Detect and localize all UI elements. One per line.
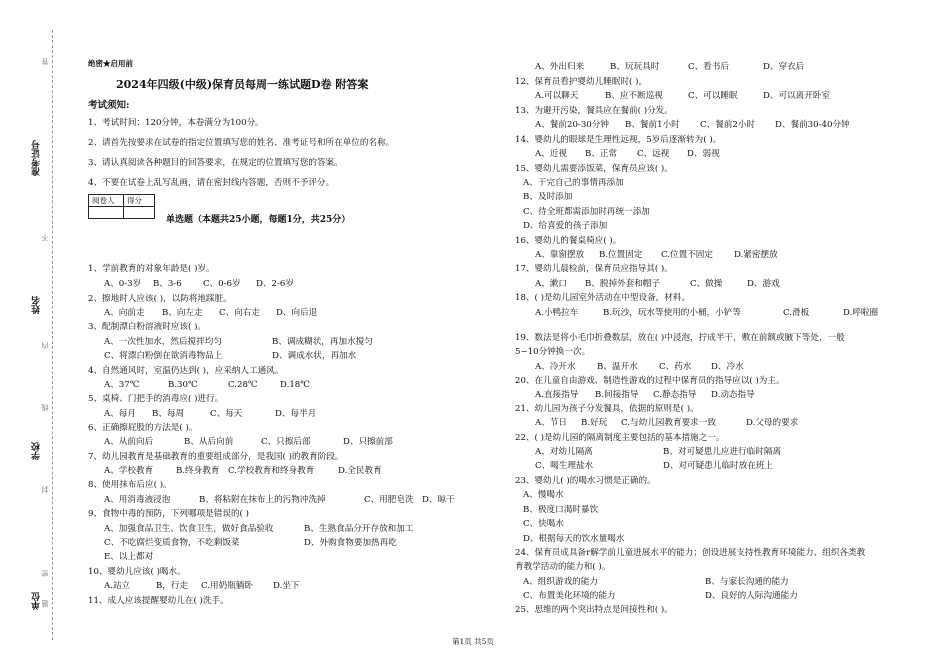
question-options (535, 62, 804, 73)
option: A、对幼儿隔离 (535, 447, 593, 457)
seal-mark: 内 (41, 342, 49, 349)
option: C.位置不固定 (661, 250, 713, 260)
label-name: 姓名 (32, 296, 42, 314)
question-options (104, 351, 356, 362)
question-stem: 1、学前教育的对象年龄是( )岁。 (88, 264, 215, 274)
question-stem: 4、自然通风时，室温仍达到( )，应采纳人工通风。 (88, 366, 284, 376)
option: C、待全班都需添加时再统一添加 (523, 207, 650, 217)
option: E、以上都对 (104, 552, 154, 562)
option: D.呼啦圈 (843, 308, 879, 318)
question-options (535, 308, 878, 319)
option: C、只擦后部 (261, 437, 311, 447)
option: A、用消毒液浸泡 (104, 495, 171, 505)
option: C、每天 (210, 409, 243, 419)
notice-heading: 考试须知: (88, 100, 130, 111)
seal-mark: 封 (41, 486, 49, 493)
question-stem: 20、在儿童自由游戏、制造性游戏的过程中保育员的指导应以( )为主。 (515, 376, 785, 386)
question-options (523, 519, 564, 530)
seal-mark: 答 (41, 58, 49, 65)
score-table-grader: 阅卷人 (89, 195, 124, 207)
option: D、根据每天的饮水量喝水 (523, 534, 625, 544)
question-stem-cont: 5~10分钟换一次。 (515, 347, 591, 357)
score-cell (124, 207, 155, 219)
option: D、游戏 (747, 279, 780, 289)
option: D、2-6岁 (256, 279, 294, 289)
option: A、慢喝水 (523, 490, 564, 500)
question-options (104, 524, 413, 535)
question-options (523, 192, 572, 203)
question-options (104, 437, 393, 448)
option: D、晾干 (422, 495, 455, 505)
option: B、及时添加 (523, 192, 573, 202)
question-options (104, 279, 294, 290)
label-unit: 单位 (32, 592, 42, 610)
option: C.静态指导 (653, 390, 697, 400)
question-options (523, 505, 598, 516)
option: C.28℃ (228, 380, 258, 390)
question-options (104, 581, 300, 592)
question-options (523, 577, 789, 588)
notice-item: 1、考试时间：120分钟，本卷满分为100分。 (88, 118, 264, 128)
option: A、加强食品卫生、饮食卫生，做好食品验收 (104, 524, 274, 534)
option: A、每月 (104, 409, 136, 419)
option: B，行走 (156, 581, 189, 591)
option: D.父母的要求 (746, 418, 799, 428)
question-options (104, 495, 455, 506)
question-options (535, 250, 778, 261)
option: C、快喝水 (523, 519, 564, 529)
option: C、餐前2小时 (700, 120, 756, 130)
question-options (523, 221, 607, 232)
seal-mark: 密 (41, 570, 49, 577)
notice-item: 3、请认真阅读各种题目的回答要求，在规定的位置填写您的答案。 (88, 158, 343, 168)
option: D、对可疑患儿临时放在班上 (663, 461, 774, 471)
question-options (104, 552, 153, 563)
option: D、良好的人际沟通能力 (705, 591, 798, 601)
question-stem: 19、数法是将小毛巾折叠数层，放在( )中浸泡，拧成半干，敷在前额或腋下等处，一般 (515, 333, 845, 343)
score-table (88, 194, 155, 219)
question-stem: 15、婴幼儿需要添饭菜，保育员应该( )。 (515, 164, 673, 174)
option: A、近视 (535, 149, 567, 159)
option: B、生熟食品分开存放和加工 (304, 524, 414, 534)
notice-item: 4、不要在试卷上乱写乱画，请在密封线内答题，否则不予评分。 (88, 178, 335, 188)
binding-line (52, 30, 53, 640)
question-stem: 25、思维的两个突出特点是间接性和( )。 (515, 605, 673, 615)
option: B、脱掉外套和帽子 (585, 279, 661, 289)
question-options (523, 490, 564, 501)
question-stem: 18、( )是幼儿园室外活动在中型设备，材料。 (515, 293, 691, 303)
option: D、穿衣后 (763, 62, 805, 72)
option: B、从后向前 (184, 437, 234, 447)
question-stem: 17、婴幼儿晨检前，保育员应指导其( )。 (515, 264, 673, 274)
option: B、每周 (152, 409, 185, 419)
option: C、向右走 (219, 308, 260, 318)
question-stem: 7、幼儿园教育是基础教育的重要组成部分，是我国( )的教育阶段。 (88, 452, 344, 462)
seal-mark: 线 (41, 404, 49, 411)
question-options (104, 409, 316, 420)
option: B、正常 (585, 149, 618, 159)
option: D.18℃ (280, 380, 310, 390)
question-stem: 5、桌椅、门把手的消毒应( )进行。 (88, 394, 224, 404)
question-options (535, 362, 744, 373)
notice-item: 2、请首先按要求在试卷的指定位置填写您的姓名、准考证号和所在单位的名称。 (88, 138, 395, 148)
option: C、远视 (637, 149, 670, 159)
option: D、弱视 (687, 149, 720, 159)
option: B、应不断巡视 (605, 91, 663, 101)
label-exam-number: 准考证号 (32, 140, 42, 176)
secret-mark: 绝密★启用前 (88, 59, 133, 68)
section-title: 单选题（本题共25小题，每题1分，共25分） (166, 215, 351, 225)
question-options (535, 390, 755, 401)
option: D、外购食物要加热再吃 (304, 538, 397, 548)
seal-mark: 题 (41, 600, 49, 607)
option: A、学校教育 (104, 466, 154, 476)
option: C、将漂白粉倒在欲消毒物品上 (104, 351, 223, 361)
option: C、不吃腐烂变质食物，不吃剩饭菜 (104, 538, 240, 548)
option: D、冷水 (711, 362, 744, 372)
option: C.学校教育和终身教育 (228, 466, 315, 476)
option: A、0-3岁 (104, 279, 142, 289)
option: A、组织游戏的能力 (523, 577, 598, 587)
option: B、3-6 (153, 279, 182, 289)
question-options (104, 466, 382, 477)
option: C、喝生理盐水 (535, 461, 594, 471)
option: B.玩沙，玩水等使用的小桶，小铲等 (603, 308, 741, 318)
option: B、与家长沟通的能力 (705, 577, 789, 587)
option: A、向前走 (104, 308, 145, 318)
question-options (535, 279, 780, 290)
option: C、布置美化环境的能力 (523, 591, 616, 601)
option: B.位置固定 (599, 250, 643, 260)
question-options (535, 149, 720, 160)
option: B、调成糊状，再加水搅匀 (272, 337, 373, 347)
option: D、给喜爱的孩子添加 (523, 221, 608, 231)
question-stem: 21、幼儿园为孩子分发餐具，依据的原则是( )。 (515, 404, 699, 414)
option: D、向后退 (276, 308, 318, 318)
option: A、冷开水 (535, 362, 576, 372)
option: B.终身教育 (176, 466, 220, 476)
option: B、极度口渴时暴饮 (523, 505, 599, 515)
option: B、温开水 (597, 362, 638, 372)
question-options (104, 538, 397, 549)
question-stem: 10、婴幼儿应该( )喝水。 (88, 567, 186, 577)
option: D.全民教育 (338, 466, 382, 476)
option: D、餐前30-40分钟 (775, 120, 850, 130)
question-options (535, 447, 781, 458)
option: A、节日 (535, 418, 567, 428)
option: B.间接指导 (595, 390, 639, 400)
option: D.坐下 (273, 581, 300, 591)
option: A.直接指导 (535, 390, 579, 400)
option: D.紧密摆放 (734, 250, 778, 260)
question-options (523, 534, 624, 545)
score-cell (89, 207, 124, 219)
question-stem: 12、保育员看护婴幼儿睡眠时( )。 (515, 77, 648, 87)
option: C.滑板 (783, 308, 810, 318)
question-stem-cont: 育教学活动的能力和( )。 (515, 562, 611, 572)
label-school: 学校 (32, 442, 42, 460)
question-stem: 11、成人应该提醒婴幼儿在( )洗手。 (88, 596, 229, 606)
option: C、做操 (690, 279, 723, 289)
option: B.30℃ (168, 380, 198, 390)
option: C、药水 (659, 362, 692, 372)
option: B.好玩 (581, 418, 608, 428)
question-options (523, 207, 650, 218)
option: B、向左走 (162, 308, 203, 318)
option: D.动态指导 (711, 390, 755, 400)
option: C、看书后 (688, 62, 729, 72)
option: D、调成水状，再加水 (272, 351, 357, 361)
question-stem: 14、婴幼儿的眼球是生理性远视，5岁后逐渐转为( )。 (515, 135, 722, 145)
option: C、0-6岁 (203, 279, 241, 289)
option: A、一次性加水，然后搅拌均匀 (104, 337, 222, 347)
question-options (523, 178, 624, 189)
question-stem: 9、食物中毒的预防，下列哪项是错误的( ) (88, 509, 249, 519)
question-options (535, 120, 850, 131)
option: A、靠窗摆放 (535, 250, 585, 260)
question-options (104, 337, 373, 348)
option: A、餐前20-30分钟 (535, 120, 609, 130)
question-stem: 24、保育员成具备r解学前儿童进展水平的能力；创设进展支持性教育环境能力、组织各类教 (515, 548, 866, 558)
option: B、对可疑患儿应进行临时隔离 (663, 447, 782, 457)
question-stem: 23、婴幼儿( )的喝水习惯是正确的。 (515, 476, 656, 486)
page-title: 2024年四级(中级)保育员每周一练试题D卷 附答案 (116, 78, 369, 91)
option: B、餐前1小时 (625, 120, 680, 130)
option: D、每半月 (275, 409, 317, 419)
option: A、从前向后 (104, 437, 154, 447)
option: A.站立 (104, 581, 131, 591)
question-stem: 8、使用抹布后应( )。 (88, 480, 172, 490)
option: A.小鸭拉车 (535, 308, 579, 318)
page-number: 第1页 共5页 (452, 637, 494, 646)
option: A.可以聊天 (535, 91, 579, 101)
question-options (535, 418, 798, 429)
question-stem: 13、为避开污染，餐具应在餐前( )分发。 (515, 106, 673, 116)
option: C.用奶瓶躺卧 (201, 581, 253, 591)
question-options (535, 91, 830, 102)
option: D、只擦前部 (343, 437, 393, 447)
option: C、用肥皂洗 (364, 495, 414, 505)
option: B、将粘附在抹布上的污物冲洗掉 (199, 495, 326, 505)
option: C、可以睡眠 (688, 91, 738, 101)
question-options (535, 461, 773, 472)
question-options (523, 591, 798, 602)
option: A、外出归来 (535, 62, 585, 72)
option: A、37℃ (104, 380, 140, 390)
question-stem: 22、( )是幼儿园的隔离制度主要包括的基本措施之一。 (515, 433, 725, 443)
option: C.与幼儿园教育要求一致 (621, 418, 716, 428)
question-stem: 16、婴幼儿的餐桌椅应( )。 (515, 236, 622, 246)
question-stem: 2、擦地时人应该( )，以防将地踩脏。 (88, 294, 232, 304)
option: A、干完自己的事情再添加 (523, 178, 624, 188)
question-options (104, 380, 310, 391)
score-table-score: 得分 (124, 195, 155, 207)
question-options (104, 308, 317, 319)
option: B、玩玩具时 (610, 62, 660, 72)
question-stem: 3、配制漂白粉溶液时应该( )。 (88, 322, 207, 332)
option: A、漱口 (535, 279, 567, 289)
option: D、可以离开卧室 (763, 91, 831, 101)
seal-mark: 不 (41, 234, 49, 241)
question-stem: 6、正确擦屁股的方法是( )。 (88, 423, 198, 433)
